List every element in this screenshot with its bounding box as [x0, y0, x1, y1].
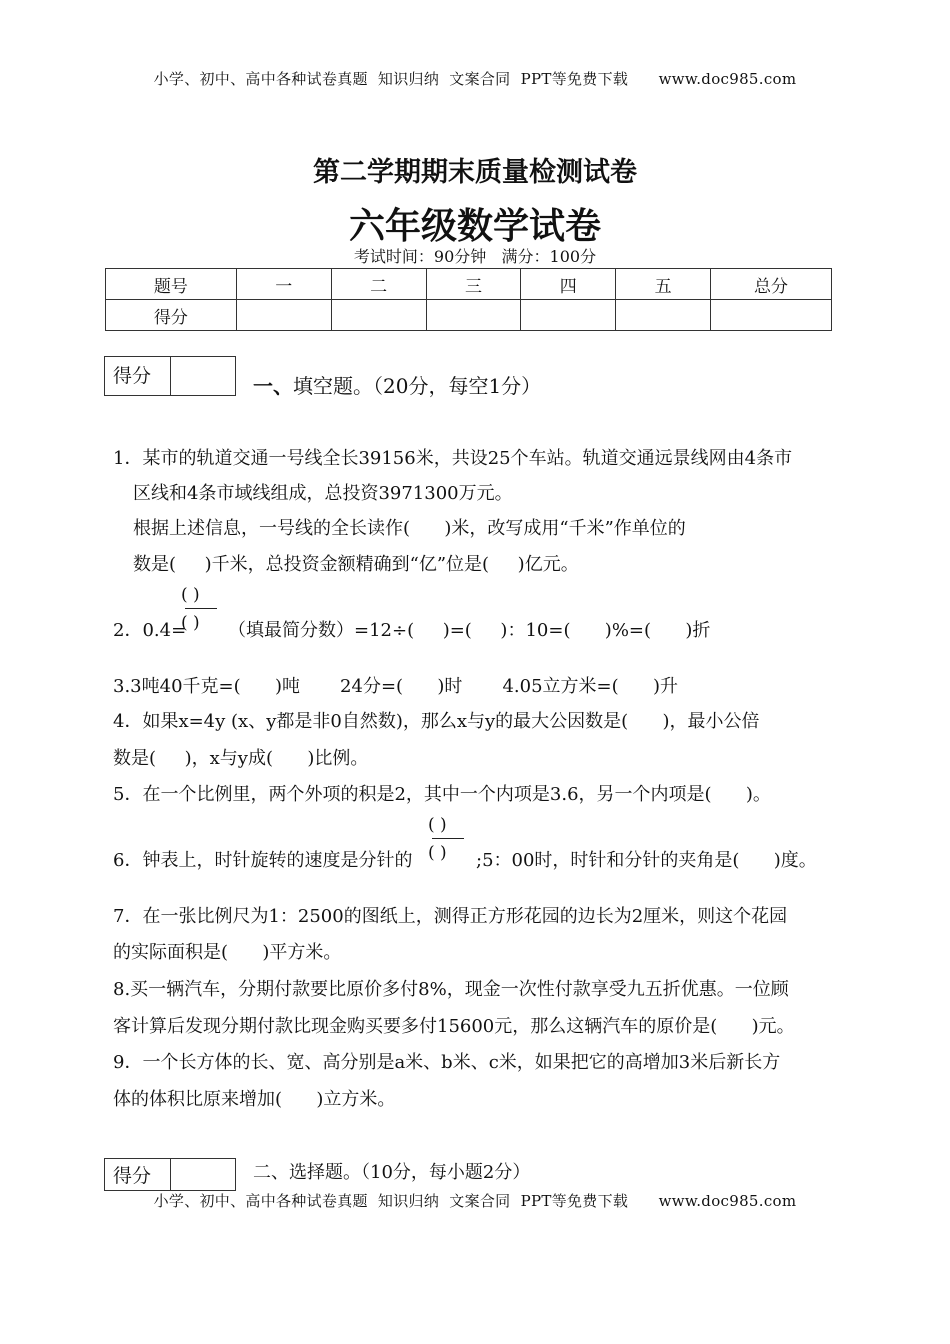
fraction-numerator-blank: ( ) — [428, 815, 447, 835]
score-table-header-row — [106, 269, 832, 300]
question-1-line-1: 1．某市的轨道交通一号线全长39156米，共设25个车站。轨道交通远景线网由4条市 — [113, 448, 793, 469]
question-8-line-2: 客计算后发现分期付款比现金购买要多付15600元，那么这辆汽车的原价是( )元。 — [113, 1016, 795, 1037]
question-7-line-1: 7．在一张比例尺为1：2500的图纸上，测得正方形花园的边长为2厘米，则这个花园 — [113, 906, 788, 927]
question-2-prefix: 2．0.4= — [113, 620, 187, 641]
score-table-header-cell: 总分 — [711, 269, 832, 300]
exam-info: 考试时间：90分钟 满分：100分 — [353, 247, 597, 266]
question-1-line-3: 根据上述信息，一号线的全长读作( )米，改写成用“千米”作单位的 — [133, 518, 686, 539]
question-2-rest: （填最简分数）=12÷( )=( )：10=( )%=( )折 — [228, 620, 711, 641]
section1-text: 填空题。（20分，每空1分） — [293, 374, 542, 398]
scorebox-label: 得分 — [105, 1159, 171, 1190]
score-table-row-label: 得分 — [106, 300, 237, 331]
question-1-line-2: 区线和4条市域线组成，总投资3971300万元。 — [133, 483, 513, 504]
question-6-prefix: 6．钟表上，时针旋转的速度是分针的 — [113, 850, 413, 871]
score-table-header-cell: 三 — [426, 269, 521, 300]
score-table-header-cell: 一 — [236, 269, 331, 300]
score-table-blank-cell[interactable] — [426, 300, 521, 331]
fraction-denominator-blank: ( ) — [181, 613, 200, 633]
score-table-blank-cell[interactable] — [616, 300, 711, 331]
fraction-denominator-blank: ( ) — [428, 843, 447, 863]
question-4-line-2: 数是( )，x与y成( )比例。 — [113, 748, 369, 769]
section1-scorebox — [104, 356, 236, 396]
question-2-fraction-blank[interactable] — [181, 585, 221, 637]
section2-scorebox — [104, 1158, 236, 1191]
question-9-line-2: 体的体积比原来增加( )立方米。 — [113, 1089, 396, 1110]
question-1-line-4: 数是( )千米，总投资金额精确到“亿”位是( )亿元。 — [133, 554, 579, 575]
question-6-rest: ;5：00时，时针和分针的夹角是( )度。 — [476, 850, 817, 871]
scorebox-blank[interactable] — [171, 357, 235, 395]
section1-number: 一、 — [253, 374, 293, 398]
section2-heading: 二、选择题。（10分，每小题2分） — [253, 1162, 531, 1183]
scorebox-blank[interactable] — [171, 1159, 235, 1190]
score-table-header-cell: 四 — [521, 269, 616, 300]
question-5: 5．在一个比例里，两个外项的积是2，其中一个内项是3.6，另一个内项是( )。 — [113, 784, 771, 805]
question-4-line-1: 4．如果x=4y (x、y都是非0自然数)，那么x与y的最大公因数是( )，最小公倍 — [113, 711, 760, 732]
score-table — [105, 268, 832, 331]
exam-subject-title: 六年级数学试卷 — [348, 206, 601, 247]
score-table-blank-cell[interactable] — [521, 300, 616, 331]
question-3: 3.3吨40千克=( )吨 24分=( )时 4.05立方米=( )升 — [113, 676, 678, 697]
question-8-line-1: 8.买一辆汽车，分期付款要比原价多付8%，现金一次性付款享受九五折优惠。一位顾 — [113, 979, 789, 1000]
score-table-header-cell: 题号 — [106, 269, 237, 300]
section1-heading — [253, 370, 541, 399]
fraction-bar — [432, 838, 464, 839]
scorebox-label: 得分 — [105, 357, 171, 395]
fraction-bar — [185, 608, 217, 609]
exam-title: 第二学期期末质量检测试卷 — [313, 157, 637, 188]
score-table-header-cell: 五 — [616, 269, 711, 300]
question-6-fraction-blank[interactable] — [428, 815, 468, 867]
page-footer: 小学、初中、高中各种试卷真题 知识归纳 文案合同 PPT等免费下载 www.doc985.com — [153, 1192, 797, 1210]
score-table-blank-cell[interactable] — [711, 300, 832, 331]
score-table-blank-cell[interactable] — [331, 300, 426, 331]
score-table-header-cell: 二 — [331, 269, 426, 300]
question-7-line-2: 的实际面积是( )平方米。 — [113, 942, 342, 963]
score-table-blank-cell[interactable] — [236, 300, 331, 331]
question-9-line-1: 9．一个长方体的长、宽、高分别是a米、b米、c米，如果把它的高增加3米后新长方 — [113, 1052, 781, 1073]
score-table-score-row — [106, 300, 832, 331]
page-header: 小学、初中、高中各种试卷真题 知识归纳 文案合同 PPT等免费下载 www.doc985.com — [153, 70, 797, 88]
fraction-numerator-blank: ( ) — [181, 585, 200, 605]
